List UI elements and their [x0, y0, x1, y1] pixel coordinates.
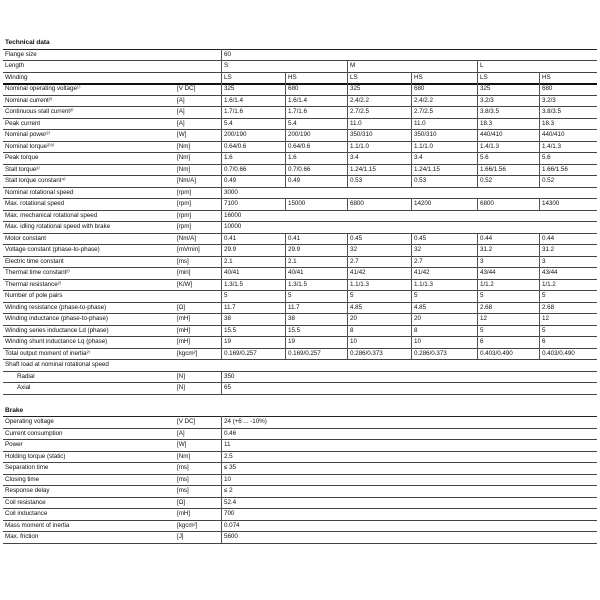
spec-value: 5 [221, 290, 285, 302]
length-label: Length [5, 62, 24, 69]
brake-unit: [Ω] [177, 498, 186, 506]
brake-label: Max. friction [5, 533, 39, 540]
shaft-radial-value: 350 [221, 371, 597, 383]
winding-label: Winding [5, 73, 28, 81]
spec-value: 325 [347, 83, 411, 95]
spec-value: 0.7/0.66 [285, 164, 347, 176]
spec-value: 5 [539, 325, 597, 337]
brake-value: ≤ 35 [221, 462, 597, 474]
spec-value: 32 [347, 244, 411, 256]
spec-unit: [Nm] [177, 142, 191, 150]
spec-unit: [Ω] [177, 303, 186, 311]
spec-unit: [min] [177, 269, 191, 276]
spec-value: 1.24/1.15 [347, 164, 411, 176]
brake-unit: [ms] [177, 487, 189, 494]
spec-unit: [Nm] [177, 154, 191, 161]
spec-value: 12 [477, 313, 539, 325]
spec-label: Thermal resistance²⁾ [5, 280, 62, 288]
spec-value: 29.9 [285, 244, 347, 256]
spec-unit: [rpm] [177, 188, 192, 196]
spec-value: 1.1/1.3 [347, 279, 411, 291]
brake-label: Operating voltage [5, 418, 54, 425]
spec-value: 2.1 [221, 256, 285, 268]
winding-value: HS [285, 72, 347, 84]
spec-value: 2.1 [285, 256, 347, 268]
brake-value: ≤ 2 [221, 485, 597, 497]
spec-value: 0.49 [221, 175, 285, 187]
spec-value: 0.286/0.373 [411, 348, 477, 360]
spec-value: 2.4/2.2 [347, 95, 411, 107]
spec-value: 1.3/1.5 [221, 279, 285, 291]
spec-value: 11.7 [221, 302, 285, 314]
spec-label: Peak torque [5, 154, 39, 161]
brake-label: Coil resistance [5, 498, 46, 506]
spec-value: 680 [411, 83, 477, 95]
spec-value: 5 [347, 290, 411, 302]
spec-value: 1.1/1.0 [411, 141, 477, 153]
spec-label: Max. rotational speed [5, 200, 65, 207]
spec-value: 2.68 [539, 302, 597, 314]
brake-label: Mass moment of inertia [5, 521, 70, 529]
technical-title: Technical data [5, 39, 50, 46]
spec-value: 41/42 [347, 267, 411, 279]
winding-value: LS [221, 72, 285, 84]
flange-label: Flange size [5, 50, 37, 58]
shaft-axial-unit: [N] [177, 384, 185, 391]
spec-value: 0.169/0.257 [221, 348, 285, 360]
brake-unit: [ms] [177, 464, 189, 471]
spec-unit: [Nm/A] [177, 234, 196, 242]
winding-value: LS [347, 72, 411, 84]
spec-value: 0.64/0.6 [285, 141, 347, 153]
spec-value: 1.6 [221, 152, 285, 164]
spec-value: 31.2 [477, 244, 539, 256]
spec-value: 2.68 [477, 302, 539, 314]
spec-label: Motor constant [5, 234, 46, 242]
winding-value: HS [411, 72, 477, 84]
spec-value: 6800 [477, 198, 539, 210]
spec-value: 6800 [347, 198, 411, 210]
spec-value: 38 [221, 313, 285, 325]
spec-value: 5.6 [539, 152, 597, 164]
spec-value: 15.5 [285, 325, 347, 337]
spec-value: 0.41 [285, 233, 347, 245]
spec-value: 6 [539, 336, 597, 348]
spec-value: 3.8/3.5 [539, 106, 597, 118]
spec-value: 2.7/2.5 [347, 106, 411, 118]
spec-value: 5.6 [477, 152, 539, 164]
spec-value: 4.85 [411, 302, 477, 314]
spec-value: 680 [539, 83, 597, 95]
spec-label: Continuous stall current²⁾ [5, 108, 74, 115]
flange-value: 60 [221, 49, 597, 61]
brake-unit: [Nm] [177, 452, 191, 460]
brake-label: Holding torque (static) [5, 452, 66, 460]
spec-value: 3 [539, 256, 597, 268]
spec-label: Winding shunt inductance Lq (phase) [5, 338, 108, 345]
spec-value: 3.2/3 [539, 95, 597, 107]
brake-label: Power [5, 441, 23, 448]
spec-value: 19 [221, 336, 285, 348]
spec-value: 1.66/1.56 [477, 164, 539, 176]
spec-unit: [V DC] [177, 85, 196, 92]
brake-unit: [ms] [177, 475, 189, 483]
spec-unit: [Nm/A] [177, 177, 196, 184]
spec-value: 0.403/0.490 [539, 348, 597, 360]
spec-value: 16000 [221, 210, 597, 222]
spec-label: Voltage constant (phase-to-phase) [5, 246, 100, 253]
spec-value: 0.53 [411, 175, 477, 187]
spec-value: 0.403/0.490 [477, 348, 539, 360]
spec-value: 350/310 [411, 129, 477, 141]
spec-value: 0.52 [477, 175, 539, 187]
spec-label: Nominal power²⁾ [5, 131, 50, 138]
brake-label: Closing time [5, 475, 40, 483]
brake-unit: [J] [177, 533, 184, 540]
spec-unit: [A] [177, 108, 185, 115]
brake-unit: [kgcm²] [177, 521, 198, 529]
spec-label: Winding inductance (phase-to-phase) [5, 315, 108, 322]
brake-value: 24 (+6 ... -10%) [221, 416, 597, 428]
length-value: S [221, 60, 347, 72]
spec-unit: [mH] [177, 326, 191, 334]
spec-value: 3.4 [347, 152, 411, 164]
spec-value: 31.2 [539, 244, 597, 256]
spec-value: 3 [477, 256, 539, 268]
spec-value: 0.286/0.373 [347, 348, 411, 360]
shaft-radial-label: Radial [17, 372, 35, 380]
spec-value: 5 [477, 325, 539, 337]
spec-value: 2.7 [347, 256, 411, 268]
spec-unit: [rpm] [177, 200, 192, 207]
spec-label: Number of pole pairs [5, 292, 63, 299]
spec-unit: [mH] [177, 315, 191, 322]
spec-value: 325 [221, 83, 285, 95]
spec-value: 7100 [221, 198, 285, 210]
spec-value: 2.7 [411, 256, 477, 268]
spec-value: 14200 [411, 198, 477, 210]
spec-value: 5 [539, 290, 597, 302]
spec-value: 0.7/0.66 [221, 164, 285, 176]
brake-value: 2.5 [221, 451, 597, 463]
spec-value: 5 [285, 290, 347, 302]
spec-value: 200/190 [285, 129, 347, 141]
spec-value: 200/190 [221, 129, 285, 141]
spec-value: 43/44 [539, 267, 597, 279]
spec-label: Nominal torque²⁾³⁾ [5, 142, 55, 150]
spec-value: 2.7/2.5 [411, 106, 477, 118]
spec-value: 5.4 [221, 118, 285, 130]
spec-value: 1.7/1.6 [221, 106, 285, 118]
spec-value: 15000 [285, 198, 347, 210]
length-value: L [477, 60, 597, 72]
spec-value: 3.4 [411, 152, 477, 164]
length-value: M [347, 60, 477, 72]
spec-value: 32 [411, 244, 477, 256]
spec-value: 11.7 [285, 302, 347, 314]
spec-value: 2.4/2.2 [411, 95, 477, 107]
brake-value: 0.074 [221, 520, 597, 532]
spec-value: 1.7/1.6 [285, 106, 347, 118]
spec-value: 350/310 [347, 129, 411, 141]
spec-value: 10 [347, 336, 411, 348]
spec-value: 15.5 [221, 325, 285, 337]
brake-title: Brake [5, 406, 24, 414]
spec-unit: [Nm] [177, 165, 191, 173]
spec-unit: [A] [177, 96, 185, 104]
spec-label: Electric time constant [5, 257, 64, 265]
spec-label: Nominal current²⁾ [5, 96, 53, 104]
spec-value: 0.41 [221, 233, 285, 245]
spec-label: Stall torque constant⁴⁾ [5, 177, 66, 184]
spec-value: 8 [411, 325, 477, 337]
spec-value: 5.4 [285, 118, 347, 130]
brake-unit: [V DC] [177, 418, 196, 425]
brake-label: Response delay [5, 487, 50, 494]
spec-value: 0.64/0.6 [221, 141, 285, 153]
spec-value: 325 [477, 83, 539, 95]
shaft-radial-unit: [N] [177, 372, 185, 380]
spec-value: 4.85 [347, 302, 411, 314]
spec-value: 20 [347, 313, 411, 325]
spec-value: 1.6/1.4 [285, 95, 347, 107]
spec-value: 11.0 [411, 118, 477, 130]
winding-value: LS [477, 72, 539, 84]
spec-value: 29.9 [221, 244, 285, 256]
spec-value: 10000 [221, 221, 597, 233]
spec-value: 40/41 [221, 267, 285, 279]
spec-value: 38 [285, 313, 347, 325]
spec-label: Max. mechanical rotational speed [5, 211, 98, 219]
spec-value: 1.66/1.56 [539, 164, 597, 176]
spec-unit: [kgcm²] [177, 349, 198, 357]
brake-label: Coil inductance [5, 510, 48, 517]
spec-value: 6 [477, 336, 539, 348]
spec-unit: [rpm] [177, 223, 192, 230]
spec-value: 3.8/3.5 [477, 106, 539, 118]
spec-label: Thermal time constant²⁾ [5, 269, 70, 276]
spec-value: 41/42 [411, 267, 477, 279]
spec-value: 1.1/1.3 [411, 279, 477, 291]
spec-value: 14300 [539, 198, 597, 210]
spec-label: Total output moment of inertia²⁾ [5, 349, 90, 357]
brake-row [3, 531, 597, 544]
spec-label: Stall torque²⁾ [5, 165, 40, 173]
spec-value: 1/1.2 [539, 279, 597, 291]
spec-value: 1.6/1.4 [221, 95, 285, 107]
spec-unit: [mVmin] [177, 246, 200, 253]
spec-unit: [K/W] [177, 280, 193, 288]
brake-value: 0.46 [221, 428, 597, 440]
spec-label: Nominal rotational speed [5, 188, 74, 196]
spec-value: 18.3 [477, 118, 539, 130]
brake-unit: [W] [177, 441, 187, 448]
spec-value: 0.44 [477, 233, 539, 245]
spec-value: 3000 [221, 187, 597, 199]
spec-label: Max. idling rotational speed with brake [5, 223, 111, 230]
spec-value: 1.3/1.5 [285, 279, 347, 291]
brake-unit: [A] [177, 429, 185, 437]
brake-label: Current consumption [5, 429, 63, 437]
spec-unit: [W] [177, 131, 187, 138]
spec-unit: [ms] [177, 257, 189, 265]
spec-value: 680 [285, 83, 347, 95]
spec-value: 43/44 [477, 267, 539, 279]
spec-value: 19 [285, 336, 347, 348]
spec-unit: [A] [177, 119, 185, 127]
brake-unit: [mH] [177, 510, 191, 517]
spec-value: 0.49 [285, 175, 347, 187]
brake-value: 11 [221, 439, 597, 451]
spec-value: 0.52 [539, 175, 597, 187]
spec-value: 8 [347, 325, 411, 337]
spec-value: 1.24/1.15 [411, 164, 477, 176]
spec-value: 0.45 [411, 233, 477, 245]
spec-value: 1.4/1.3 [477, 141, 539, 153]
spec-value: 1.4/1.3 [539, 141, 597, 153]
spec-value: 5 [411, 290, 477, 302]
spec-unit: [rpm] [177, 211, 192, 219]
spec-value: 440/410 [477, 129, 539, 141]
spec-value: 10 [411, 336, 477, 348]
spec-unit: [mH] [177, 338, 191, 345]
spec-label: Winding resistance (phase-to-phase) [5, 303, 107, 311]
spec-value: 440/410 [539, 129, 597, 141]
spec-value: 0.45 [347, 233, 411, 245]
spec-value: 1.6 [285, 152, 347, 164]
brake-value: 5600 [221, 531, 597, 543]
brake-value: 700 [221, 508, 597, 520]
spec-value: 12 [539, 313, 597, 325]
spec-label: Peak current [5, 119, 41, 127]
brake-value: 52.4 [221, 497, 597, 509]
spec-value: 20 [411, 313, 477, 325]
spec-unit [177, 290, 221, 302]
spec-value: 18.3 [539, 118, 597, 130]
shaft-load-label: Shaft load at nominal rotational speed [5, 361, 109, 368]
spec-value: 3.2/3 [477, 95, 539, 107]
spec-value: 1.1/1.0 [347, 141, 411, 153]
brake-label: Separation time [5, 464, 49, 471]
spec-value: 40/41 [285, 267, 347, 279]
spec-value: 1/1.2 [477, 279, 539, 291]
spec-value: 0.53 [347, 175, 411, 187]
winding-value: HS [539, 72, 597, 84]
spec-value: 11.0 [347, 118, 411, 130]
shaft-axial-label: Axial [17, 384, 31, 391]
shaft-axial-row [3, 382, 597, 395]
spec-label: Nominal operating voltage¹⁾ [5, 85, 81, 92]
brake-value: 10 [221, 474, 597, 486]
shaft-axial-value: 65 [221, 382, 597, 394]
spec-value: 0.44 [539, 233, 597, 245]
spec-value: 5 [477, 290, 539, 302]
spec-value: 0.169/0.257 [285, 348, 347, 360]
spec-label: Winding series inductance Ld (phase) [5, 326, 109, 334]
